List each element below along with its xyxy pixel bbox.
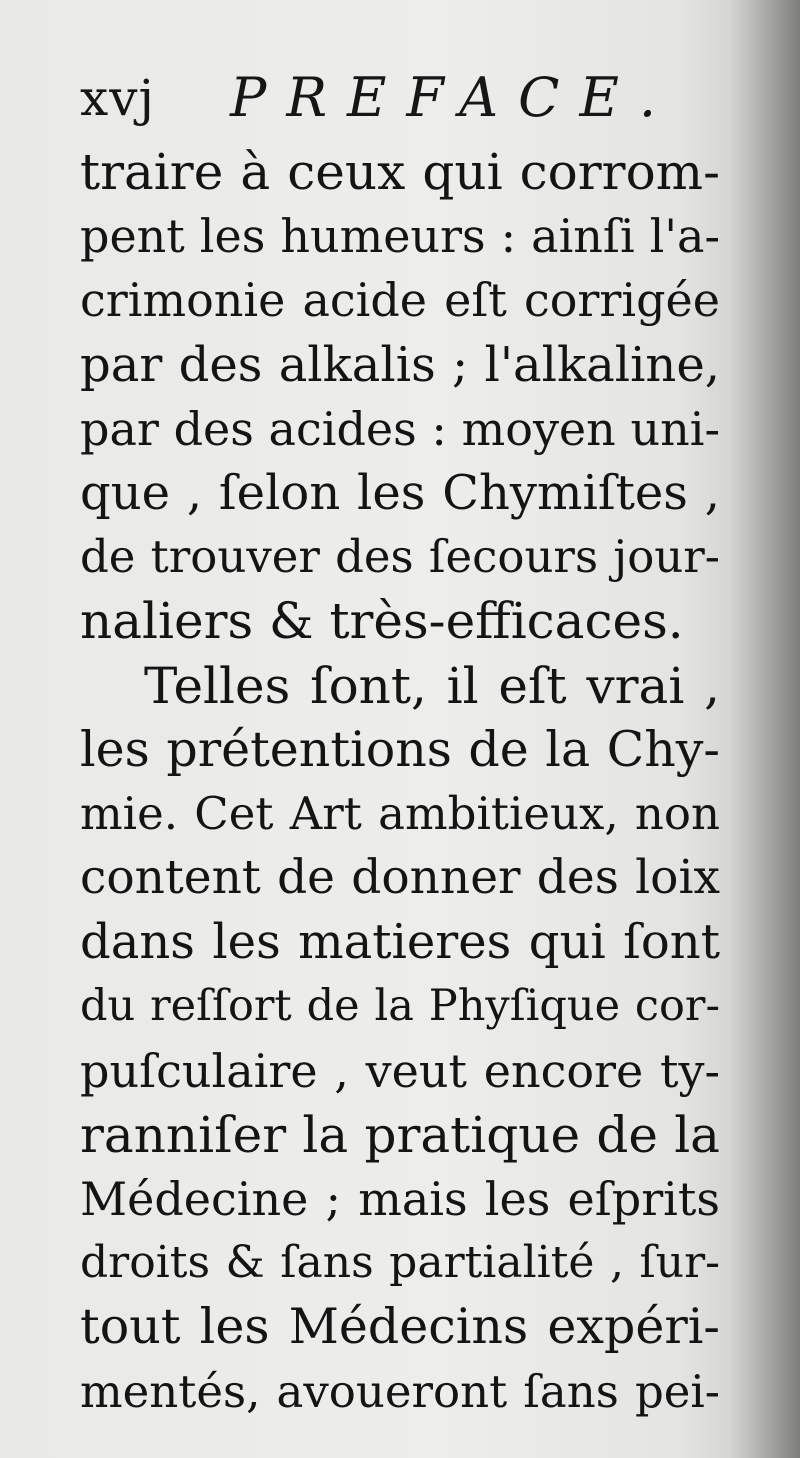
page-header (80, 66, 720, 136)
text-line: pent les humeurs : ainſi l'a- (80, 209, 720, 264)
text-line: Médecine ; mais les eſprits (80, 1172, 720, 1226)
text-line: ranniſer la pratique de la (80, 1105, 720, 1164)
text-line: droits & ſans partialité , ſur- (80, 1237, 720, 1289)
text-line: par des alkalis ; l'alkaline, (80, 336, 720, 393)
text-line: tout les Médecins expéri- (80, 1298, 720, 1356)
text-line: content de donner des loix (80, 850, 720, 906)
text-line: Telles ſont, il eſt vrai , (144, 656, 720, 715)
gutter-shadow (730, 0, 800, 1458)
text-line: les prétentions de la Chy- (80, 720, 720, 778)
text-line: crimonie acide eſt corrigée (80, 273, 720, 328)
text-line: mentés, avoueront ſans pei- (80, 1364, 720, 1418)
page-number: xvj (80, 69, 155, 127)
text-line: mie. Cet Art ambitieux, non (80, 786, 720, 840)
text-line: puſculaire , veut encore ty- (80, 1043, 720, 1098)
text-line: du reſſort de la Phyſique cor- (80, 981, 720, 1032)
text-line: que , ſelon les Chymiſtes , (80, 464, 720, 521)
text-line: dans les matieres qui ſont (80, 914, 720, 971)
text-line: de trouver des ſecours jour- (80, 530, 720, 584)
body-text (80, 140, 720, 1424)
running-title: PREFACE. (230, 66, 677, 129)
text-line: naliers & très-efficaces. (80, 592, 684, 651)
text-line: par des acides : moyen uni- (80, 401, 720, 456)
text-line: traire à ceux qui corrom- (80, 143, 720, 201)
